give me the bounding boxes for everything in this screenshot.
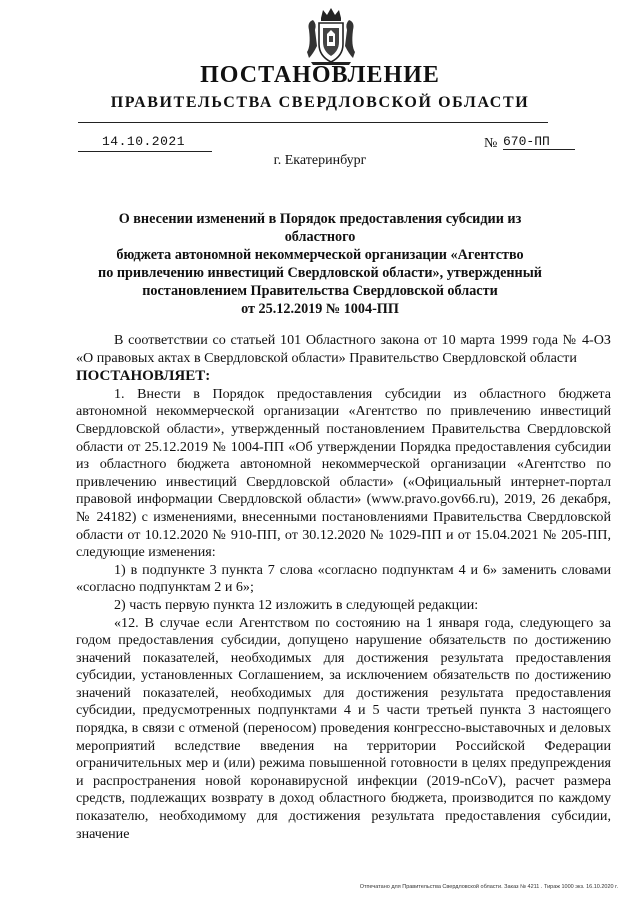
preamble-paragraph: В соответствии со статьей 101 Областного закона от 10 марта 1999 года № 4-ОЗ «О правовых актах в Свердловской области» Правительство Свердловской области (76, 332, 611, 366)
heading-line: постановлением Правительства Свердловской области (142, 283, 498, 299)
header-divider (78, 122, 548, 123)
body-paragraph-4: «12. В случае если Агентством по состоянию на 1 января года, следующего за годом предоставления субсидии, допущено нарушение обязательств по достижению значений показателей, необходимых для достижения результата предоставления субсидии, установленных Соглашением, за исключением обязательств по достижению значений показателей, необходимых для достижения результата предоставления субсидии, предусмотренных подпунктами 4 и 5 части третьей пункта 3 настоящего порядка, в связи с отменой (переносом) проведения конгрессно-выставочных и деловых мероприятий вследствие введения на территории Российской Федерации ограничительных мер и (или) режима повышенной готовности в целях предупреждения и распространения новой коронавирусной инфекции (2019-nCoV), расчет размера средств, подлежащих возврату в доход областного бюджета, производится по каждому показателю, необходимому для достижения результата предоставления субсидии, значение (76, 614, 611, 842)
decree-word: ПОСТАНОВЛЯЕТ: (76, 368, 211, 385)
document-title: ПОСТАНОВЛЕНИЕ (200, 62, 440, 88)
document-city: г. Екатеринбург (273, 153, 367, 168)
body-paragraph-1: 1. Внести в Порядок предоставления субсидии из областного бюджета автономной некоммерческой организации «Агентство по привлечению инвестиций Свердловской области», утвержденный постановлением Правительства Свердловской области от 25.12.2019 № 1004-ПП «Об утверждении Порядка предоставления субсидии из областного бюджета автономной некоммерческой организации «Агентство по привлечению инвестиций Свердловской области» («Официальный интернет-портал правовой информации Свердловской области» (www.pravo.gov66.ru), 2019, 26 декабря, № 24182) с изменениями, внесенными постановлениями Правительства Свердловской области от 10.12.2020 № 910-ПП, от 30.12.2020 № 1029-ПП и от 15.04.2021 № 205-ПП, следующие изменения: (76, 385, 611, 561)
coat-of-arms-icon (303, 6, 359, 66)
document-issuer: ПРАВИТЕЛЬСТВА СВЕРДЛОВСКОЙ ОБЛАСТИ (110, 94, 530, 111)
heading-line: от 25.12.2019 № 1004-ПП (241, 301, 399, 317)
number-sign: № (484, 136, 498, 151)
heading-line: по привлечению инвестиций Свердловской области», утвержденный (98, 265, 542, 281)
date-underline (78, 151, 212, 152)
document-number: 670-ПП (503, 134, 575, 150)
document-heading (90, 210, 550, 318)
document-date: 14.10.2021 (102, 134, 186, 149)
heading-line: О внесении изменений в Порядок предоставления субсидии из областного (118, 211, 522, 245)
body-paragraph-2: 1) в подпункте 3 пункта 7 слова «согласно подпунктам 4 и 6» заменить словами «согласно подпунктам 2 и 6»; (76, 561, 611, 596)
document-body (76, 332, 611, 843)
body-paragraph-3: 2) часть первую пункта 12 изложить в следующей редакции: (114, 596, 479, 613)
heading-line: бюджета автономной некоммерческой организации «Агентство (116, 247, 524, 263)
print-imprint: Отпечатано для Правительства Свердловской области. Заказ № 4211 . Тираж 1000 экз. 16.10.2020 г. (359, 884, 618, 890)
